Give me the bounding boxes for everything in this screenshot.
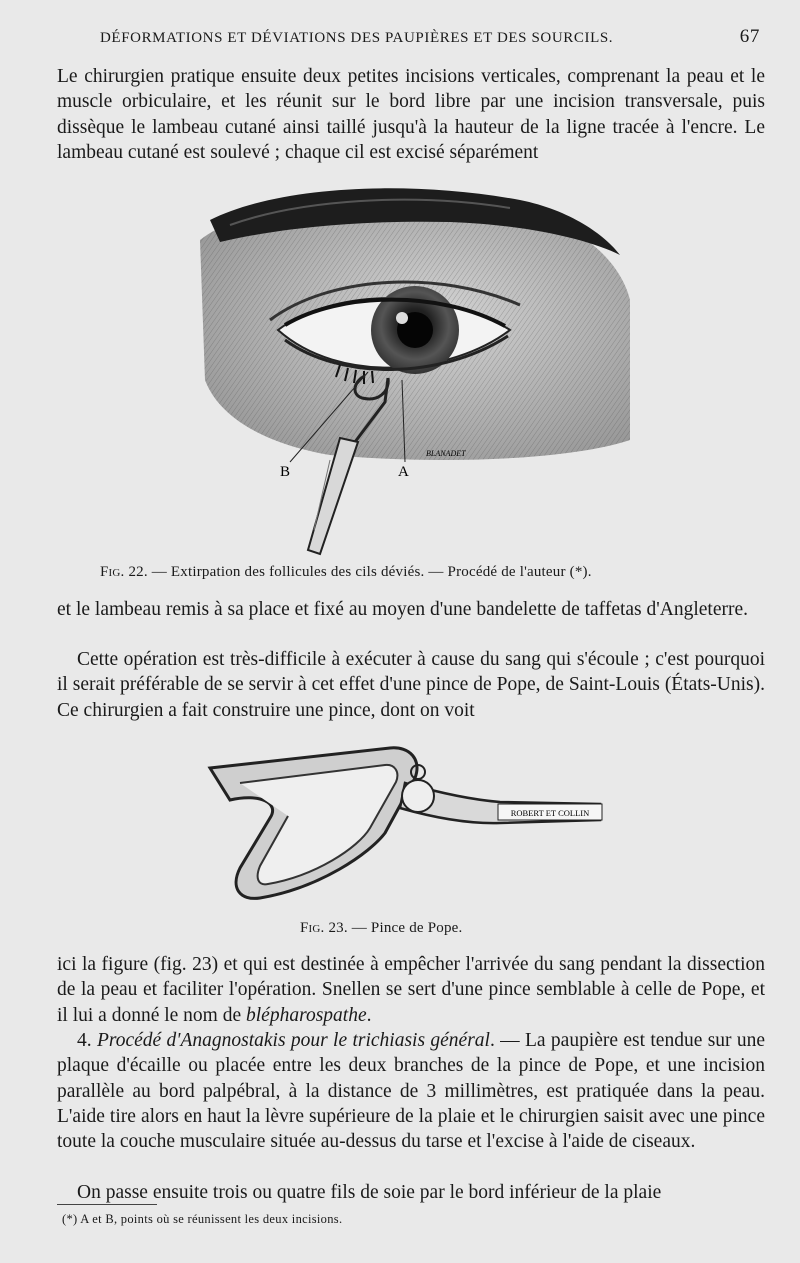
- figure-22-label: Fig. 22.: [100, 564, 148, 580]
- figure-22-caption-text: — Extirpation des follicules des cils déviés. — Procédé de l'auteur (*).: [147, 564, 592, 580]
- procedure-title: Procédé d'Anagnostakis pour le trichiasis général: [96, 1030, 490, 1051]
- footnote: (*) A et B, points où se réunissent les deux incisions.: [62, 1212, 343, 1226]
- paragraph-snellen-text: ici la figure (fig. 23) et qui est destinée à empêcher l'arrivée du sang pendant la dissection de la peau et faciliter l'opération. Snellen se sert d'une pince semblable à celle de Pope, et il lui a donné le nom de: [57, 954, 765, 1026]
- figure-22-point-a: A: [398, 464, 409, 480]
- paragraph-snellen: [57, 952, 765, 1028]
- paragraph-anagnostakis: [57, 1028, 765, 1154]
- figure-23-caption: [300, 920, 462, 937]
- footnote-divider: [57, 1204, 157, 1205]
- figure-23-caption-text: — Pince de Pope.: [347, 920, 463, 936]
- page-number: 67: [739, 26, 760, 47]
- paragraph-lambeau: et le lambeau remis à sa place et fixé au moyen d'une bandelette de taffetas d'Angleterre.: [57, 599, 749, 620]
- paragraph-sutures: On passe ensuite trois ou quatre fils de soie par le bord inférieur de la plaie: [77, 1182, 662, 1203]
- figure-22-point-b: B: [280, 464, 291, 480]
- procedure-description: . — La paupière est tendue sur une plaque d'écaille ou placée entre les deux branches de la pince de Pope, et une incision parallèle au bord palpébral, à la distance de 3 millimètres, est pratiquée dans la peau. L'aide tire alors en haut la lèvre supérieure de la plaie et le chirurgien saisit avec une pince toute la couche musculaire située au-dessus du tarse et l'excise à l'aide de ciseaux.: [57, 1030, 766, 1153]
- figure-23-label: Fig. 23.: [300, 920, 348, 936]
- figure-22-caption: [100, 564, 592, 581]
- paragraph-pope-forceps: Cette opération est très-difficile à exécuter à cause du sang qui s'écoule ; c'est pourquoi il serait préférable de se servir à cet effet d'une pince de Pope, de Saint-Louis (États-Unis). Ce chirurgien a fait construire une pince, dont on voit: [57, 649, 765, 721]
- figure-23-forceps-illustration: [200, 738, 610, 908]
- procedure-number: 4.: [77, 1030, 97, 1051]
- running-title: DÉFORMATIONS ET DÉVIATIONS DES PAUPIÈRES ET DES SOURCILS.: [100, 30, 614, 46]
- blepharospathe-term: blépharospathe: [246, 1004, 367, 1026]
- figure-23-maker-mark: ROBERT ET COLLIN: [510, 808, 590, 818]
- figure-22-eye-illustration: [190, 180, 630, 558]
- paragraph-incisions: Le chirurgien pratique ensuite deux petites incisions verticales, comprenant la peau et le muscle orbiculaire, et les réunit sur le bord libre par une incision transversale, puis dissèque le lambeau cutané ainsi taillé jusqu'à la hauteur de la ligne tracée à l'encre. Le lambeau cutané est soulevé ; chaque cil est excisé séparément: [57, 66, 765, 163]
- engraver-signature: BLANADET: [426, 449, 466, 458]
- paragraph-snellen-end: .: [366, 1004, 372, 1026]
